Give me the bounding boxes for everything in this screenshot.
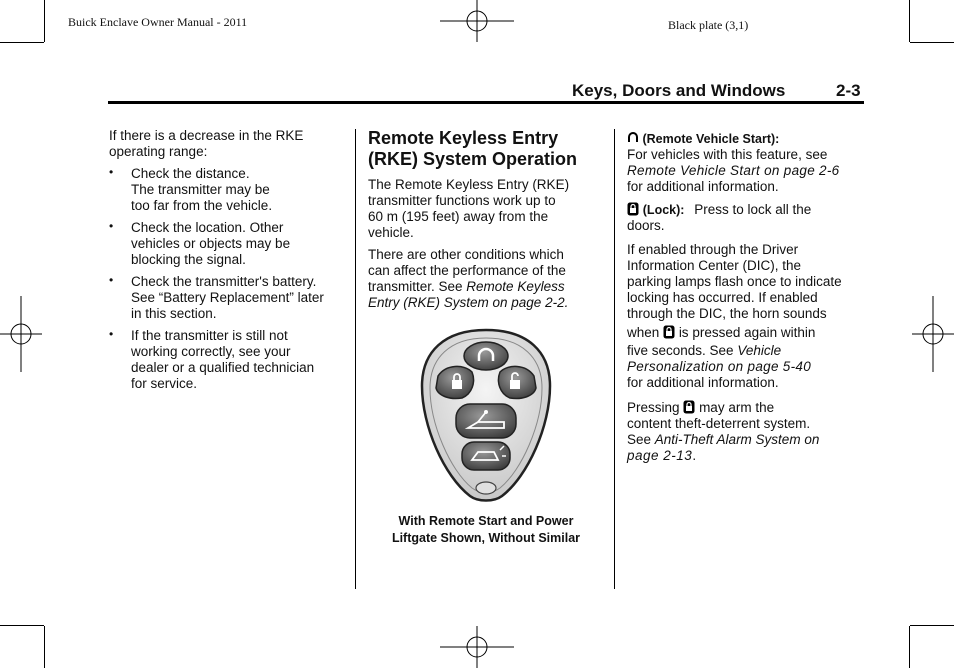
list-item [109, 274, 349, 322]
remote-start-label: (Remote Vehicle Start): [642, 132, 780, 146]
text-line: 60 m (195 feet) away from the [368, 209, 549, 224]
column-divider [355, 129, 356, 589]
lock-button-icon [436, 366, 474, 398]
figure-caption [362, 513, 610, 547]
left-column [109, 128, 349, 392]
list-line: Check the transmitter's battery. [131, 274, 317, 289]
paragraph [368, 247, 608, 311]
lock-icon [663, 325, 675, 339]
lock-label: (Lock): [642, 203, 685, 217]
crop-mark [909, 0, 910, 42]
text-line: for additional information. [627, 179, 779, 194]
cross-reference: Anti-Theft Alarm System on [654, 432, 820, 447]
text-span: See [627, 432, 655, 447]
section-heading [368, 128, 608, 170]
bullet-icon: • [109, 327, 114, 341]
list-line: for service. [131, 376, 198, 391]
list-line: If the transmitter is still not [131, 328, 288, 343]
text-line: content theft-deterrent system. [627, 416, 811, 431]
remote-start-button-icon [464, 342, 508, 370]
crop-mark [0, 42, 44, 43]
remote-start-icon [627, 130, 639, 144]
caption-line: Liftgate Shown, Without Similar [391, 531, 581, 545]
cross-reference: Vehicle [737, 343, 782, 358]
list-item [109, 328, 349, 392]
cross-reference: Remote Vehicle Start on page 2-6 [627, 163, 840, 178]
page-number: 2-3 [836, 81, 861, 100]
list-line: dealer or a qualified technician [131, 360, 315, 375]
dic-paragraph [627, 242, 867, 391]
text-span: is pressed again within [678, 325, 816, 340]
middle-column [368, 128, 608, 311]
text-line: For vehicles with this feature, see [627, 147, 828, 162]
list-line: blocking the signal. [131, 252, 246, 267]
crop-mark [44, 0, 45, 42]
text-span: Pressing [627, 400, 680, 415]
text-span: when [627, 325, 660, 340]
text-line: transmitter functions work up to [368, 193, 556, 208]
right-column [627, 130, 867, 464]
list-line: working correctly, see your [131, 344, 291, 359]
cross-reference: page 2-13 [627, 448, 693, 463]
list-line: in this section. [131, 306, 217, 321]
registration-mark-icon [440, 0, 514, 42]
list-line: See “Battery Replacement” later [131, 290, 324, 305]
registration-mark-icon [912, 296, 954, 372]
text-span: may arm the [699, 400, 775, 415]
bullet-icon: • [109, 165, 114, 179]
text-line: parking lamps flash once to indicate [627, 274, 842, 289]
text-line: through the DIC, the horn sounds [627, 306, 827, 321]
header-rule [108, 101, 864, 104]
lock-icon [683, 400, 695, 414]
arm-paragraph [627, 400, 867, 464]
text-line: Information Center (DIC), the [627, 258, 802, 273]
text-span: five seconds. See [627, 343, 738, 358]
text-line: vehicle. [368, 225, 414, 240]
plate-label: Black plate (3,1) [668, 18, 749, 32]
paragraph [368, 177, 608, 241]
liftgate-button-icon [456, 404, 516, 438]
list-line: too far from the vehicle. [131, 198, 273, 213]
list-line: The transmitter may be [131, 182, 270, 197]
section-title: Keys, Doors and Windows [572, 81, 786, 100]
list-line: Check the location. Other [131, 220, 284, 235]
lock-paragraph [627, 202, 867, 234]
text-line: There are other conditions which [368, 247, 564, 262]
crop-mark [909, 626, 910, 668]
list-line: vehicles or objects may be [131, 236, 291, 251]
registration-mark-icon [440, 626, 514, 668]
caption-line: With Remote Start and Power [398, 514, 574, 528]
crop-mark [44, 626, 45, 668]
key-fob-illustration [416, 326, 556, 506]
list-line: Check the distance. [131, 166, 250, 181]
crop-mark [910, 42, 954, 43]
panic-button-icon [462, 442, 510, 470]
intro-text: If there is a decrease in the RKE operating range: [109, 128, 304, 159]
crop-mark [910, 625, 954, 626]
cross-reference: Personalization on page 5-40 [627, 359, 812, 374]
bullet-icon: • [109, 273, 114, 287]
text-line: The Remote Keyless Entry (RKE) [368, 177, 570, 192]
book-title: Buick Enclave Owner Manual - 2011 [68, 15, 248, 29]
text-span: Press to lock all the [694, 202, 812, 217]
column-divider [614, 129, 615, 589]
bullet-list [109, 166, 349, 392]
text-span: transmitter. See [368, 279, 467, 294]
list-item [109, 166, 349, 214]
lock-icon [627, 202, 639, 216]
text-line: for additional information. [627, 375, 779, 390]
bullet-icon: • [109, 219, 114, 233]
text-span: . [692, 448, 697, 463]
remote-start-heading [627, 130, 867, 147]
heading-line: Remote Keyless Entry [368, 128, 559, 148]
text-line: locking has occurred. If enabled [627, 290, 818, 305]
text-line: can affect the performance of the [368, 263, 566, 278]
cross-reference: Remote Keyless [466, 279, 565, 294]
heading-line: (RKE) System Operation [368, 149, 578, 169]
crop-mark [0, 625, 44, 626]
text-line: doors. [627, 218, 665, 233]
registration-mark-icon [0, 296, 42, 372]
unlock-button-icon [498, 366, 536, 398]
text-line: If enabled through the Driver [627, 242, 799, 257]
cross-reference: Entry (RKE) System on page 2-2. [368, 295, 569, 310]
list-item [109, 220, 349, 268]
